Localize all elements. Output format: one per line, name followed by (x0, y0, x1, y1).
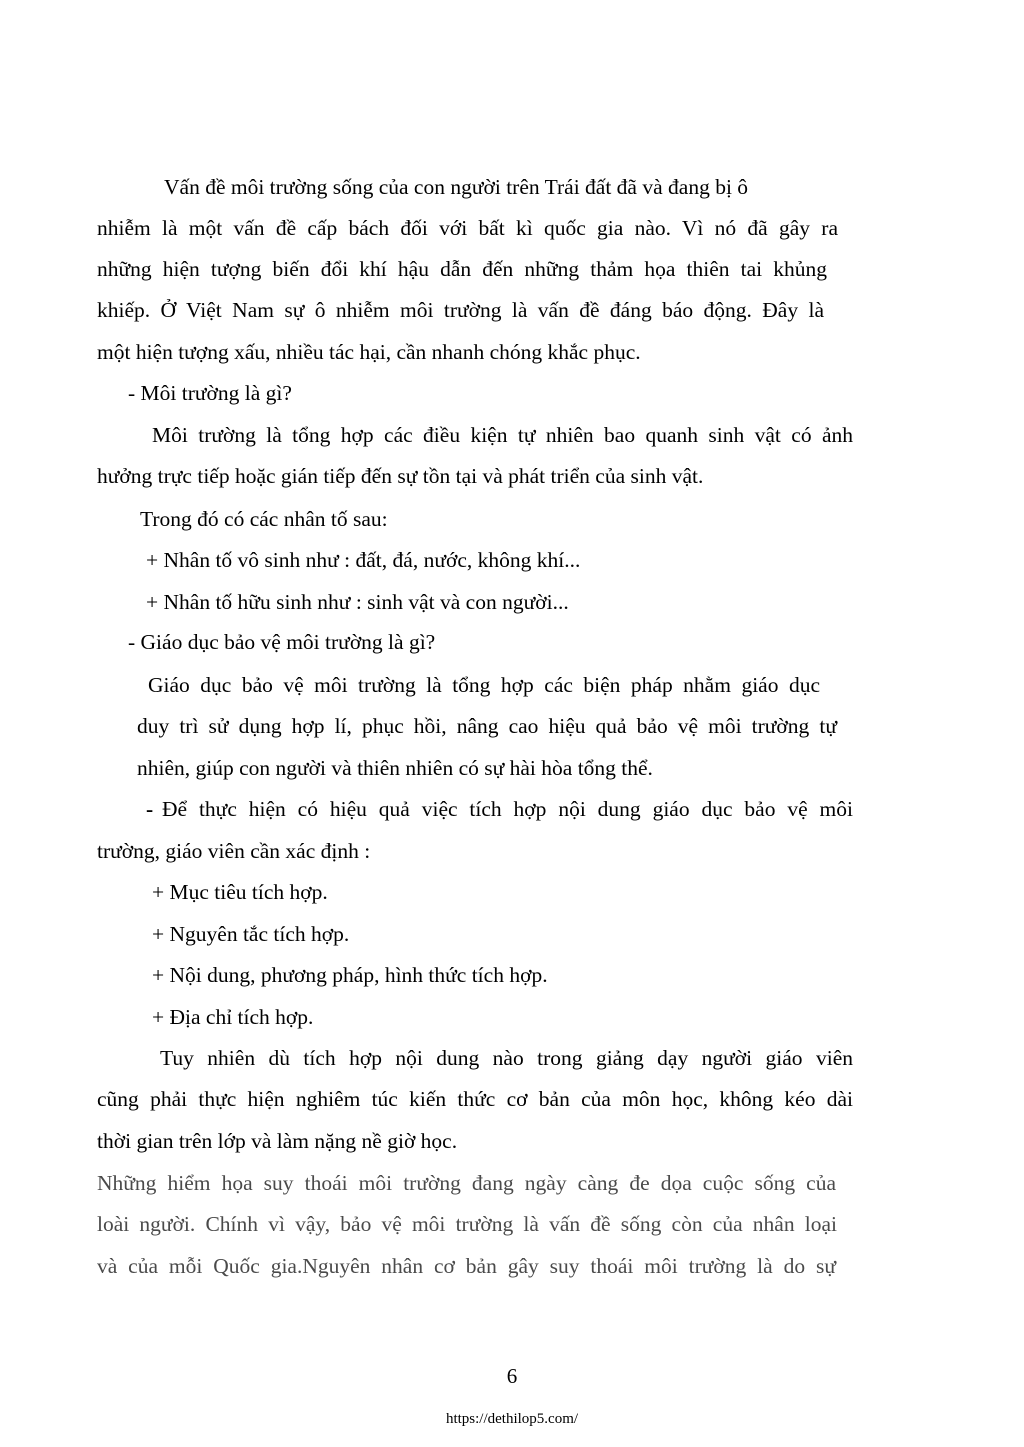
paragraph-line: Tuy nhiên dù tích hợp nội dung nào trong giảng dạy người giáo viên (160, 1046, 853, 1070)
footer-url: https://dethilop5.com/ (445, 1411, 579, 1427)
paragraph-line: Vấn đề môi trường sống của con người trên Trái đất đã và đang bị ô (164, 175, 749, 199)
section-heading: - Môi trường là gì? (128, 381, 292, 405)
paragraph-line: Môi trường là tổng hợp các điều kiện tự nhiên bao quanh sinh vật có ảnh (152, 423, 853, 447)
dash-marker: - (146, 797, 154, 821)
list-item: + Nhân tố hữu sinh như : sinh vật và con người... (146, 590, 569, 614)
paragraph-line: một hiện tượng xấu, nhiều tác hại, cần nhanh chóng khắc phục. (97, 340, 641, 364)
section-heading: - Giáo dục bảo vệ môi trường là gì? (128, 630, 436, 654)
list-item: + Địa chỉ tích hợp. (152, 1005, 314, 1029)
paragraph-line: hưởng trực tiếp hoặc gián tiếp đến sự tồn tại và phát triển của sinh vật. (97, 464, 704, 488)
paragraph-line: Giáo dục bảo vệ môi trường là tổng hợp các biện pháp nhằm giáo dục (148, 673, 820, 697)
paragraph-line: nhiễm là một vấn đề cấp bách đối với bất kì quốc gia nào. Vì nó đã gây ra (97, 216, 838, 240)
list-item: + Nhân tố vô sinh như : đất, đá, nước, không khí... (146, 548, 581, 572)
paragraph-line: và của mỗi Quốc gia.Nguyên nhân cơ bản gây suy thoái môi trường là do sự (97, 1254, 836, 1278)
page-number: 6 (506, 1364, 518, 1388)
paragraph-line: Để thực hiện có hiệu quả việc tích hợp nội dung giáo dục bảo vệ môi (162, 797, 853, 821)
paragraph-line: những hiện tượng biến đổi khí hậu dẫn đến những thảm họa thiên tai khủng (97, 257, 827, 281)
paragraph-line: thời gian trên lớp và làm nặng nề giờ học. (97, 1129, 458, 1153)
paragraph-line: khiếp. Ở Việt Nam sự ô nhiễm môi trường là vấn đề đáng báo động. Đây là (97, 298, 824, 322)
paragraph-line: Trong đó có các nhân tố sau: (140, 507, 388, 531)
paragraph-line: cũng phải thực hiện nghiêm túc kiến thức cơ bản của môn học, không kéo dài (97, 1087, 853, 1111)
paragraph-line: trường, giáo viên cần xác định : (97, 839, 371, 863)
list-item: + Nguyên tắc tích hợp. (152, 922, 350, 946)
paragraph-line: duy trì sử dụng hợp lí, phục hồi, nâng cao hiệu quả bảo vệ môi trường tự (137, 714, 837, 738)
paragraph-line: loài người. Chính vì vậy, bảo vệ môi trường là vấn đề sống còn của nhân loại (97, 1212, 837, 1236)
paragraph-line: nhiên, giúp con người và thiên nhiên có sự hài hòa tổng thể. (137, 756, 653, 780)
list-item: + Mục tiêu tích hợp. (152, 880, 328, 904)
list-item: + Nội dung, phương pháp, hình thức tích hợp. (152, 963, 548, 987)
paragraph-line: Những hiểm họa suy thoái môi trường đang ngày càng đe dọa cuộc sống của (97, 1171, 836, 1195)
